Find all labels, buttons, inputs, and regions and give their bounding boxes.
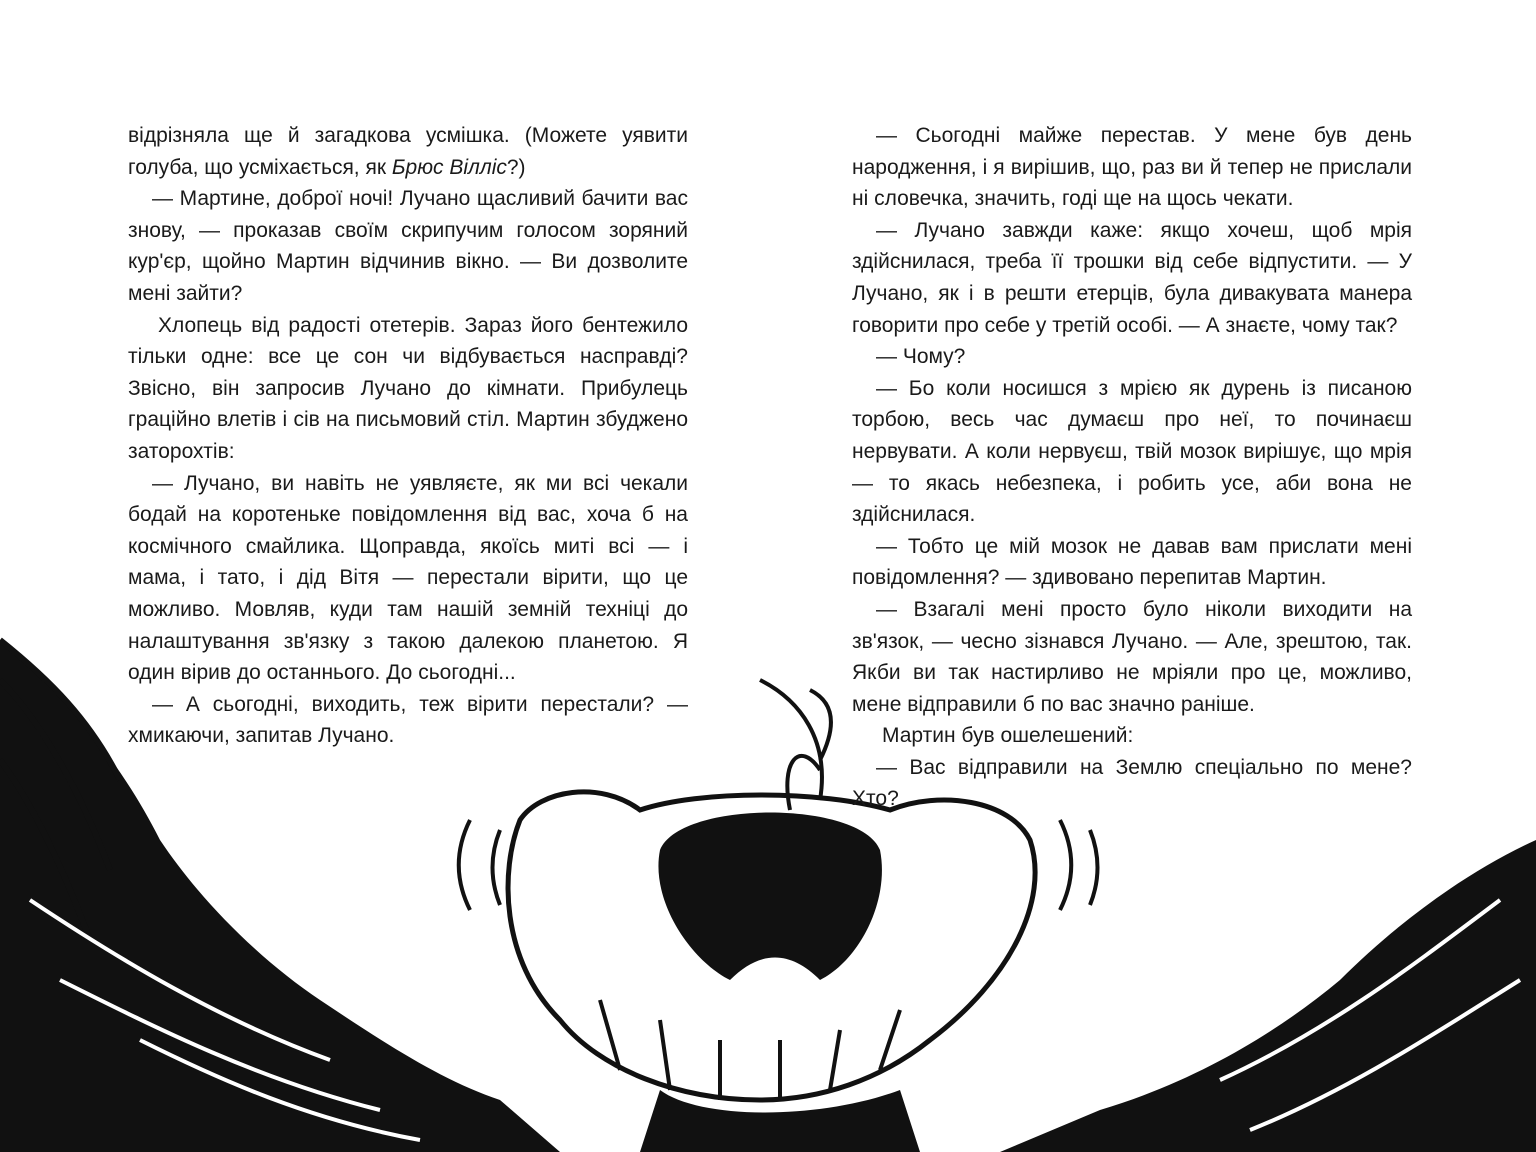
paragraph: Хлопець від радості отетерів. Зараз його бентежило тільки одне: все це сон чи відбувається насправді? Звісно, він запросив Лучано до кімнати. Прибулець граційно влетів і сів на письмовий стіл. Мартин збуджено заторохтів:	[128, 313, 688, 463]
pigeon-head-tuft	[760, 680, 831, 810]
paragraph: — Бо коли носишся з мрією як дурень із писаною торбою, весь час думаєш про неї, то починаєш нервувати. А коли нервуєш, твій мозок вирішує, що мрія — то якась небезпека, і робить усе, аби вона не здійснилася.	[852, 376, 1412, 527]
paragraph: — Лучано завжди каже: якщо хочеш, щоб мрія здійснилася, треба її трошки від себе відпустити. — У Лучано, як і в решти етерців, була дивакувата манера говорити про себе у третій особі. — А знаєте, чому так?	[852, 218, 1412, 337]
left-text-column	[128, 120, 688, 752]
paragraph: — Лучано, ви навіть не уявляєте, як ми всі чекали бодай на коротеньке повідомлення від вас, хоча б на космічного смайлика. Щоправда, якоїсь миті всі — і мама, і тато, і дід Вітя — перестали вірити, що це можливо. Мовляв, куди там нашій земній техніці до налаштування зв'язку з такою далекою планетою. Я один вірив до останнього. До сьогодні...	[128, 471, 688, 685]
paragraph: — Чому?	[876, 345, 966, 369]
paragraph: — А сьогодні, виходить, теж вірити перестали? — хмикаючи, запитав Лучано.	[128, 692, 688, 748]
paragraph: Мартин був ошелешений:	[882, 724, 1134, 748]
right-wing-shape	[1000, 840, 1536, 1152]
emphasis-name: Брюс Вілліс	[391, 155, 507, 179]
paragraph: — Взагалі мені просто було ніколи виходити на зв'язок, — чесно зізнався Лучано. — Але, зрештою, так. Якби ви так настирливо не мріяли про це, можливо, мене відправили б по вас значно раніше.	[852, 597, 1412, 716]
paragraph: — Сьогодні майже перестав. У мене був день народження, і я вирішив, що, раз ви й тепер не прислали ні словечка, значить, годі ще на щось чекати.	[852, 124, 1412, 211]
paragraph: — Вас відправили на Землю спеціально по мене? Хто?	[852, 755, 1412, 811]
paragraph: — Мартине, доброї ночі! Лучано щасливий бачити вас знову, — проказав своїм скрипучим голосом зоряний кур'єр, щойно Мартин відчинив вікно. — Ви дозволите мені зайти?	[128, 187, 688, 305]
right-text-column	[852, 120, 1412, 815]
paragraph: — Тобто це мій мозок не давав вам прислати мені повідомлення? — здивовано перепитав Мартин.	[852, 534, 1412, 590]
paragraph: відрізняла ще й загадкова усмішка. (Можете уявити голуба, що усміхається, як Брюс Вілліс?)	[128, 124, 688, 179]
